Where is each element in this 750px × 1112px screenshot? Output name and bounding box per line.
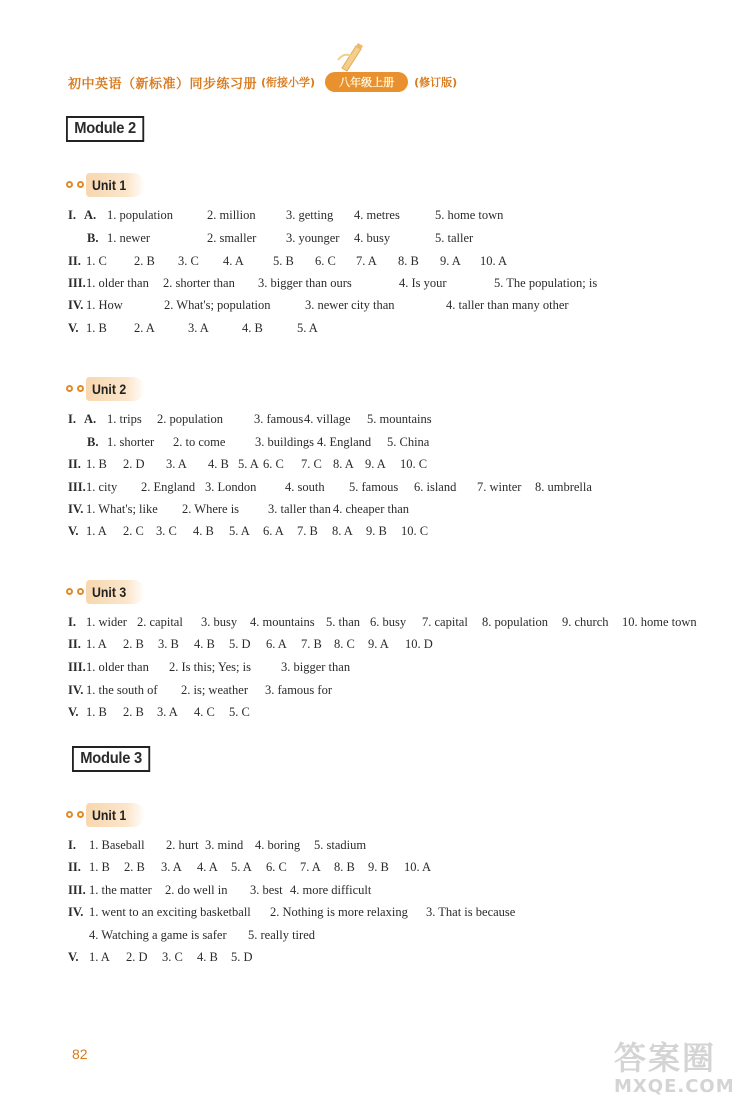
section-number: I. [68,615,76,629]
answer-item: 5. D [231,950,253,964]
answer-item: 6. island [414,480,457,494]
pencil-icon [336,40,366,72]
answer-item: 3. London [205,480,257,494]
section-number: IV. [68,683,84,697]
answer-line [0,435,750,455]
rings-icon [64,585,90,599]
answer-item: 2. capital [137,615,183,629]
answer-item: 4. B [208,457,229,471]
answer-item: 8. C [334,637,355,651]
answer-item: 2. is; weather [181,683,248,697]
answer-line [0,231,750,251]
answer-item: 3. bigger than [281,660,351,674]
answer-item: 5. famous [349,480,399,494]
answer-item: 4. cheaper than [333,502,410,516]
answer-item: 4. A [197,860,218,874]
answer-line [0,298,750,318]
answer-item: 3. younger [286,231,340,245]
answer-item: 4. mountains [250,615,315,629]
answer-line [0,321,750,341]
answer-item: 6. C [263,457,284,471]
book-title: 初中英语（新标准）同步练习册 [68,76,258,92]
rings-icon [64,178,90,192]
edition-label: (修订版) [414,76,458,89]
answer-item: 3. A [188,321,209,335]
answer-item: 4. village [304,412,351,426]
answer-item: 2. C [123,524,144,538]
unit-heading [64,579,145,605]
answer-item: 3. busy [201,615,238,629]
section-number: V. [68,950,79,964]
answer-item: 4. boring [255,838,301,852]
answer-item: 4. more difficult [290,883,372,897]
answer-item: 1. the matter [89,883,152,897]
answer-item: 8. B [334,860,355,874]
part-label: A. [84,412,97,426]
answer-item: 5. C [229,705,250,719]
answer-item: 4. taller than many other [446,298,569,312]
answer-item: 8. population [482,615,548,629]
answer-item: 10. A [404,860,432,874]
answer-item: 1. the south of [86,683,158,697]
answer-item: 2. million [207,208,256,222]
answer-item: 3. taller than [268,502,331,516]
answer-item: 5. than [326,615,361,629]
answer-item: 3. famous for [265,683,332,697]
page-number: 82 [72,1046,88,1062]
answer-line [0,950,750,970]
answer-line [0,838,750,858]
answer-item: 6. C [266,860,287,874]
answer-item: 4. south [285,480,325,494]
section-number: I. [68,208,76,222]
answer-item: 7. winter [477,480,522,494]
answer-item: 1. went to an exciting basketball [89,905,251,919]
answer-item: 4. B [193,524,214,538]
answer-item: 4. B [197,950,218,964]
answer-item: 2. What's; population [164,298,271,312]
answer-item: 6. busy [370,615,407,629]
answer-item: 5. A [238,457,259,471]
answer-item: 1. trips [107,412,142,426]
section-number: IV. [68,298,84,312]
answer-item: 9. A [368,637,389,651]
answer-line [0,615,750,635]
answer-item: 3. B [158,637,179,651]
section-number: I. [68,838,76,852]
section-number: III. [68,660,86,674]
part-label: B. [87,231,99,245]
answer-line [0,660,750,680]
answer-item: 1. shorter [107,435,155,449]
answer-item: 8. A [333,457,354,471]
answer-item: 1. wider [86,615,127,629]
section-number: V. [68,705,79,719]
answer-line [0,412,750,432]
answer-item: 4. busy [354,231,391,245]
answer-item: 3. A [161,860,182,874]
part-label: A. [84,208,97,222]
answer-line [0,928,750,948]
answer-item: 1. Baseball [89,838,145,852]
answer-item: 5. D [229,637,251,651]
answer-item: 1. A [86,524,107,538]
section-number: II. [68,457,81,471]
answer-item: 2. D [126,950,148,964]
answer-item: 3. C [178,254,199,268]
answer-item: 2. Nothing is more relaxing [270,905,408,919]
watermark-logo [614,1040,740,1104]
answer-item: 7. C [301,457,322,471]
answer-item: 2. B [124,860,145,874]
answer-line [0,480,750,500]
answer-item: 4. B [194,637,215,651]
answer-line [0,705,750,725]
answer-item: 4. England [317,435,372,449]
answer-item: 2. B [134,254,155,268]
answer-item: 3. getting [286,208,334,222]
unit-label: Unit 2 [92,381,127,397]
answer-item: 5. taller [435,231,474,245]
answer-line [0,905,750,925]
answer-item: 8. B [398,254,419,268]
answer-item: 1. older than [86,276,149,290]
grade-badge: 八年级上册 [325,72,408,92]
answer-item: 9. A [440,254,461,268]
rings-icon [64,808,90,822]
answer-item: 4. C [194,705,215,719]
answer-item: 3. best [250,883,283,897]
answer-item: 1. A [86,637,107,651]
answer-line [0,276,750,296]
answer-item: 9. B [366,524,387,538]
section-number: II. [68,254,81,268]
answer-item: 7. B [301,637,322,651]
answer-line [0,860,750,880]
answer-item: 2. population [157,412,223,426]
answer-item: 2. A [134,321,155,335]
answer-item: 5. home town [435,208,504,222]
module-heading: Module 3 [72,746,150,772]
answer-item: 10. home town [622,615,697,629]
section-number: V. [68,321,79,335]
answer-item: 5. B [273,254,294,268]
answer-item: 5. really tired [248,928,315,942]
answer-item: 7. A [300,860,321,874]
answer-item: 2. shorter than [163,276,235,290]
unit-heading [64,172,145,198]
book-note: (衔接小学) [261,76,316,89]
answer-item: 1. What's; like [86,502,158,516]
answer-item: 1. city [86,480,118,494]
answer-line [0,637,750,657]
answer-item: 4. Watching a game is safer [89,928,227,942]
answer-item: 2. to come [173,435,226,449]
answer-item: 3. famous [254,412,304,426]
unit-heading [64,376,145,402]
section-number: IV. [68,502,84,516]
answer-item: 5. mountains [367,412,432,426]
answer-item: 1. A [89,950,110,964]
answer-item: 1. How [86,298,123,312]
answer-item: 8. A [332,524,353,538]
answer-item: 7. A [356,254,377,268]
answer-item: 6. C [315,254,336,268]
answer-item: 1. B [86,705,107,719]
answer-item: 5. A [231,860,252,874]
answer-item: 1. C [86,254,107,268]
answer-item: 3. C [162,950,183,964]
answer-item: 4. metres [354,208,400,222]
answer-item: 2. B [123,637,144,651]
answer-item: 3. bigger than ours [258,276,352,290]
answer-line [0,883,750,903]
module-heading: Module 2 [66,116,144,142]
answer-item: 1. B [86,321,107,335]
answer-item: 5. The population; is [494,276,598,290]
answer-item: 2. Is this; Yes; is [169,660,251,674]
answer-item: 5. stadium [314,838,367,852]
answer-line [0,502,750,522]
answer-item: 8. umbrella [535,480,592,494]
section-number: III. [68,276,86,290]
answer-item: 2. D [123,457,145,471]
answer-item: 3. A [166,457,187,471]
answer-item: 10. A [480,254,508,268]
answer-item: 3. mind [205,838,244,852]
answer-item: 9. B [368,860,389,874]
answer-item: 9. church [562,615,609,629]
answer-item: 1. newer [107,231,151,245]
answer-item: 1. B [86,457,107,471]
answer-item: 2. smaller [207,231,257,245]
answer-line [0,457,750,477]
answer-item: 2. do well in [165,883,228,897]
answer-item: 1. older than [86,660,149,674]
answer-item: 3. That is because [426,905,516,919]
part-label: B. [87,435,99,449]
answer-line [0,683,750,703]
running-header [68,70,688,94]
unit-label: Unit 1 [92,177,127,193]
answer-item: 6. A [263,524,284,538]
answer-item: 4. B [242,321,263,335]
answer-item: 3. C [156,524,177,538]
answer-item: 4. Is your [399,276,447,290]
answer-item: 6. A [266,637,287,651]
answer-item: 9. A [365,457,386,471]
section-number: V. [68,524,79,538]
section-number: II. [68,860,81,874]
answer-item: 4. A [223,254,244,268]
answer-item: 5. China [387,435,430,449]
section-number: III. [68,883,86,897]
answer-line [0,208,750,228]
answer-item: 10. C [401,524,429,538]
answer-line [0,524,750,544]
answer-line [0,254,750,274]
watermark-url: MXQE.COM [614,1076,735,1097]
section-number: II. [68,637,81,651]
answer-item: 5. A [229,524,250,538]
answer-item: 2. Where is [182,502,240,516]
answer-item: 3. A [157,705,178,719]
answer-item: 2. hurt [166,838,199,852]
answer-item: 3. newer city than [305,298,395,312]
answer-item: 1. B [89,860,110,874]
watermark-text: 答案圈 [614,1039,717,1077]
section-number: I. [68,412,76,426]
answer-item: 10. D [405,637,433,651]
answer-item: 5. A [297,321,318,335]
unit-label: Unit 1 [92,807,127,823]
unit-heading [64,802,145,828]
answer-item: 7. capital [422,615,468,629]
answer-item: 10. C [400,457,428,471]
answer-item: 7. B [297,524,318,538]
section-number: III. [68,480,86,494]
answer-item: 1. population [107,208,173,222]
rings-icon [64,382,90,396]
section-number: IV. [68,905,84,919]
answer-item: 3. buildings [255,435,315,449]
answer-item: 2. England [141,480,196,494]
answer-item: 2. B [123,705,144,719]
unit-label: Unit 3 [92,584,127,600]
